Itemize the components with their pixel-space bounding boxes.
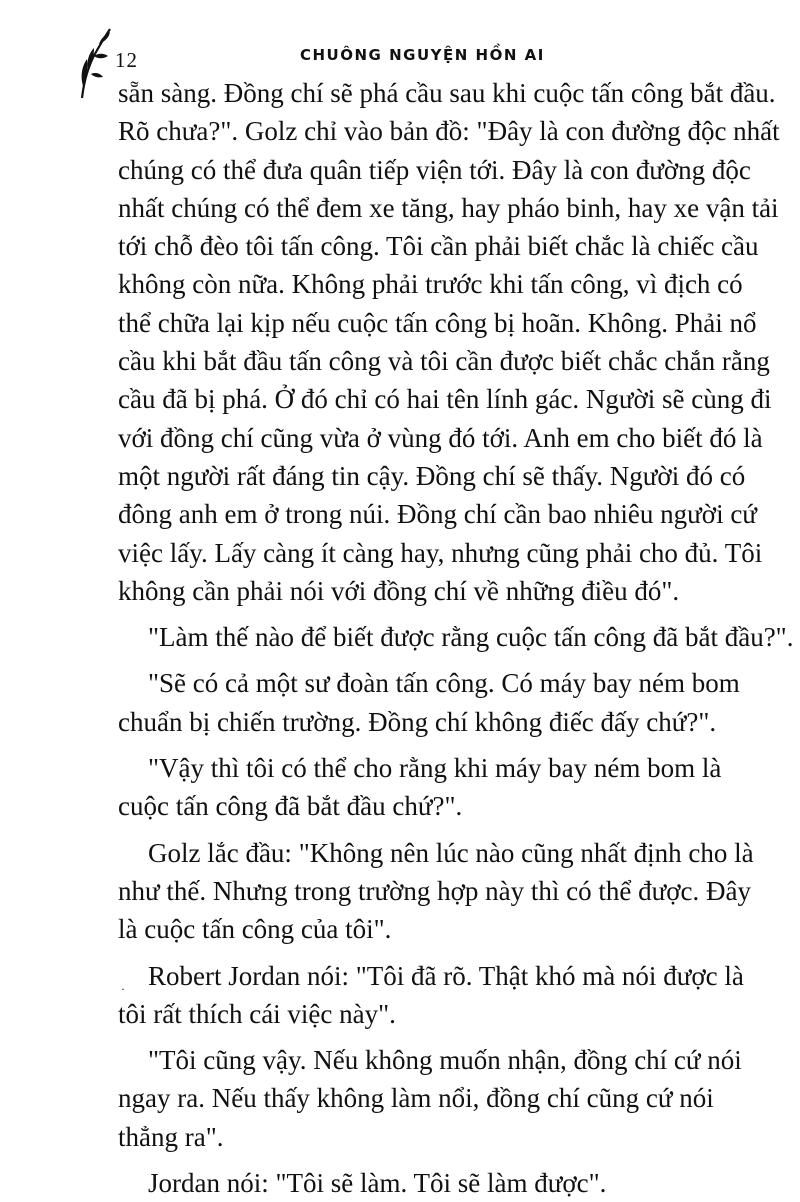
text-line: với đồng chí cũng vừa ở vùng đó tới. Anh em cho biết đó là [118, 422, 763, 453]
text-line: "Làm thế nào để biết được rằng cuộc tấn công đã bắt đầu?". [148, 622, 794, 653]
print-speck: · [121, 982, 125, 996]
text-line: Jordan nói: "Tôi sẽ làm. Tôi sẽ làm được". [148, 1168, 607, 1199]
text-line: chuẩn bị chiến trường. Đồng chí không điếc đấy chứ?". [118, 706, 717, 737]
text-line: "Vậy thì tôi có thể cho rằng khi máy bay ném bom là [148, 753, 722, 784]
chapter-title: CHUÔNG NGUYỆN HỒN AI [300, 46, 545, 64]
text-line: Golz lắc đầu: "Không nên lúc nào cũng nhất định cho là [148, 837, 754, 868]
text-line: thể chữa lại kịp nếu cuộc tấn công bị hoãn. Không. Phải nổ [118, 307, 757, 338]
text-line: chúng có thể đưa quân tiếp viện tới. Đây là con đường độc [118, 154, 751, 185]
text-line: cuộc tấn công đã bắt đầu chứ?". [118, 791, 463, 822]
text-line: Rõ chưa?". Golz chỉ vào bản đồ: "Đây là con đường độc nhất [118, 116, 780, 147]
page-number: 12 [115, 48, 138, 72]
text-line: Robert Jordan nói: "Tôi đã rõ. Thật khó mà nói được là [148, 960, 744, 991]
text-line: tới chỗ đèo tôi tấn công. Tôi cần phải biết chắc là chiếc cầu [118, 231, 759, 262]
text-line: như thế. Nhưng trong trường hợp này thì có thể được. Đây [118, 875, 752, 906]
text-line: ngay ra. Nếu thấy không làm nổi, đồng chí cũng cứ nói [118, 1083, 714, 1114]
text-line: thẳng ra". [118, 1121, 224, 1152]
quill-leaf-icon [76, 26, 112, 100]
text-line: nhất chúng có thể đem xe tăng, hay pháo binh, hay xe vận tải [118, 192, 779, 223]
text-line: "Tôi cũng vậy. Nếu không muốn nhận, đồng chí cứ nói [148, 1045, 742, 1076]
text-line: cầu đã bị phá. Ở đó chỉ có hai tên lính gác. Người sẽ cùng đi [118, 384, 772, 415]
text-line: không còn nữa. Không phải trước khi tấn công, vì địch có [118, 269, 743, 300]
text-line: "Sẽ có cả một sư đoàn tấn công. Có máy bay ném bom [148, 668, 740, 699]
text-line: tôi rất thích cái việc này". [118, 998, 396, 1029]
text-line: là cuộc tấn công của tôi". [118, 914, 392, 945]
text-line: việc lấy. Lấy càng ít càng hay, nhưng cũng phải cho đủ. Tôi [118, 537, 763, 568]
text-line: một người rất đáng tin cậy. Đồng chí sẽ thấy. Người đó có [118, 460, 746, 491]
text-line: không cần phải nói với đồng chí về những điều đó". [118, 575, 680, 606]
text-line: sẵn sàng. Đồng chí sẽ phá cầu sau khi cuộc tấn công bắt đầu. [118, 78, 776, 108]
text-line: cầu khi bắt đầu tấn công và tôi cần được biết chắc chắn rằng [118, 346, 770, 377]
body-text [118, 74, 794, 1202]
text-line: đông anh em ở trong núi. Đồng chí cần bao nhiêu người cứ [118, 499, 757, 530]
